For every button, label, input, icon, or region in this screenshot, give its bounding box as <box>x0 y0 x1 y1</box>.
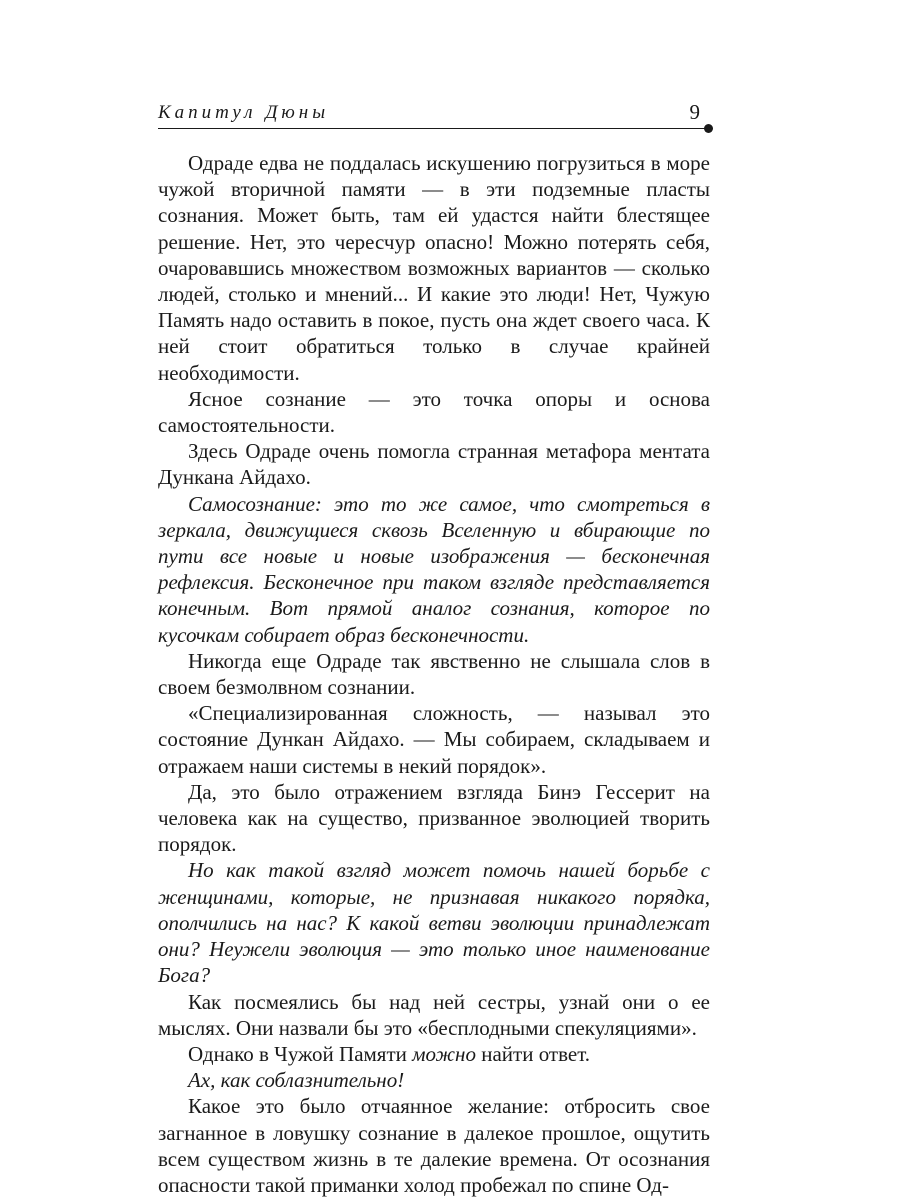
italic-paragraph: Ах, как соблазнительно! <box>188 1068 405 1093</box>
page-number: 9 <box>689 100 700 124</box>
paragraph-with-emphasis <box>158 1041 710 1067</box>
paragraph: Никогда еще Одраде так явственно не слышала слов в своем безмолвном сознании. <box>158 648 710 700</box>
paragraph: «Специализированная сложность, — называл это состояние Дункан Айдахо. — Мы собираем, складываем и отражаем наши системы в некий порядок». <box>158 701 710 778</box>
italic-paragraph: Но как такой взгляд может помочь нашей борьбе с женщинами, которые, не признавая никакого порядка, ополчились на нас? К какой ветви эволюции принадлежат они? Неужели эволюция — это только иное наименование Бога? <box>158 858 710 988</box>
running-title: Капитул Дюны <box>158 102 330 123</box>
body-text <box>158 150 710 1198</box>
paragraph-part: найти ответ. <box>475 1041 591 1066</box>
paragraph: Ясное сознание — это точка опоры и основа самостоятельности. <box>158 386 710 438</box>
paragraph: Как посмеялись бы над ней сестры, узнай они о ее мыслях. Они назвали бы это «бесплодными спекуляциями». <box>158 989 710 1040</box>
rule-end-dot <box>704 124 713 133</box>
italic-paragraph: Самосознание: это то же самое, что смотреться в зеркала, движущиеся сквозь Вселенную и вбирающие по пути все новые и новые изображения — бесконечная рефлексия. Бесконечное при таком взгляде представляется конечным. Вот прямой аналог сознания, которое по кусочкам собирает образ бесконечности. <box>158 491 710 647</box>
paragraph: Одраде едва не поддалась искушению погрузиться в море чужой вторичной памяти — в эти подземные пласты сознания. Может быть, там ей удастся найти блестящее решение. Нет, это чересчур опасно! Можно потерять себя, очаровавшись множеством возможных вариантов — сколько людей, столько и мнений... И какие это люди! Нет, Чужую Память надо оставить в покое, пусть она ждет своего часа. К ней стоит обратиться только в случае крайней необходимости. <box>158 151 710 385</box>
paragraph: Какое это было отчаянное желание: отбросить свое загнанное в ловушку сознание в далекое прошлое, ощутить всем существом жизнь в те далекие времена. От осознания опасности такой приманки холод пробежал по спине Од- <box>158 1094 710 1197</box>
header-rule <box>158 128 706 129</box>
running-header <box>158 98 708 130</box>
paragraph: Здесь Одраде очень помогла странная метафора ментата Дункана Айдахо. <box>158 439 710 490</box>
paragraph: Да, это было отражением взгляда Бинэ Гессерит на человека как на существо, призванное эволюцией творить порядок. <box>158 779 710 857</box>
emphasized-word: можно <box>412 1041 476 1066</box>
paragraph-part: Однако в Чужой Памяти <box>188 1041 413 1066</box>
